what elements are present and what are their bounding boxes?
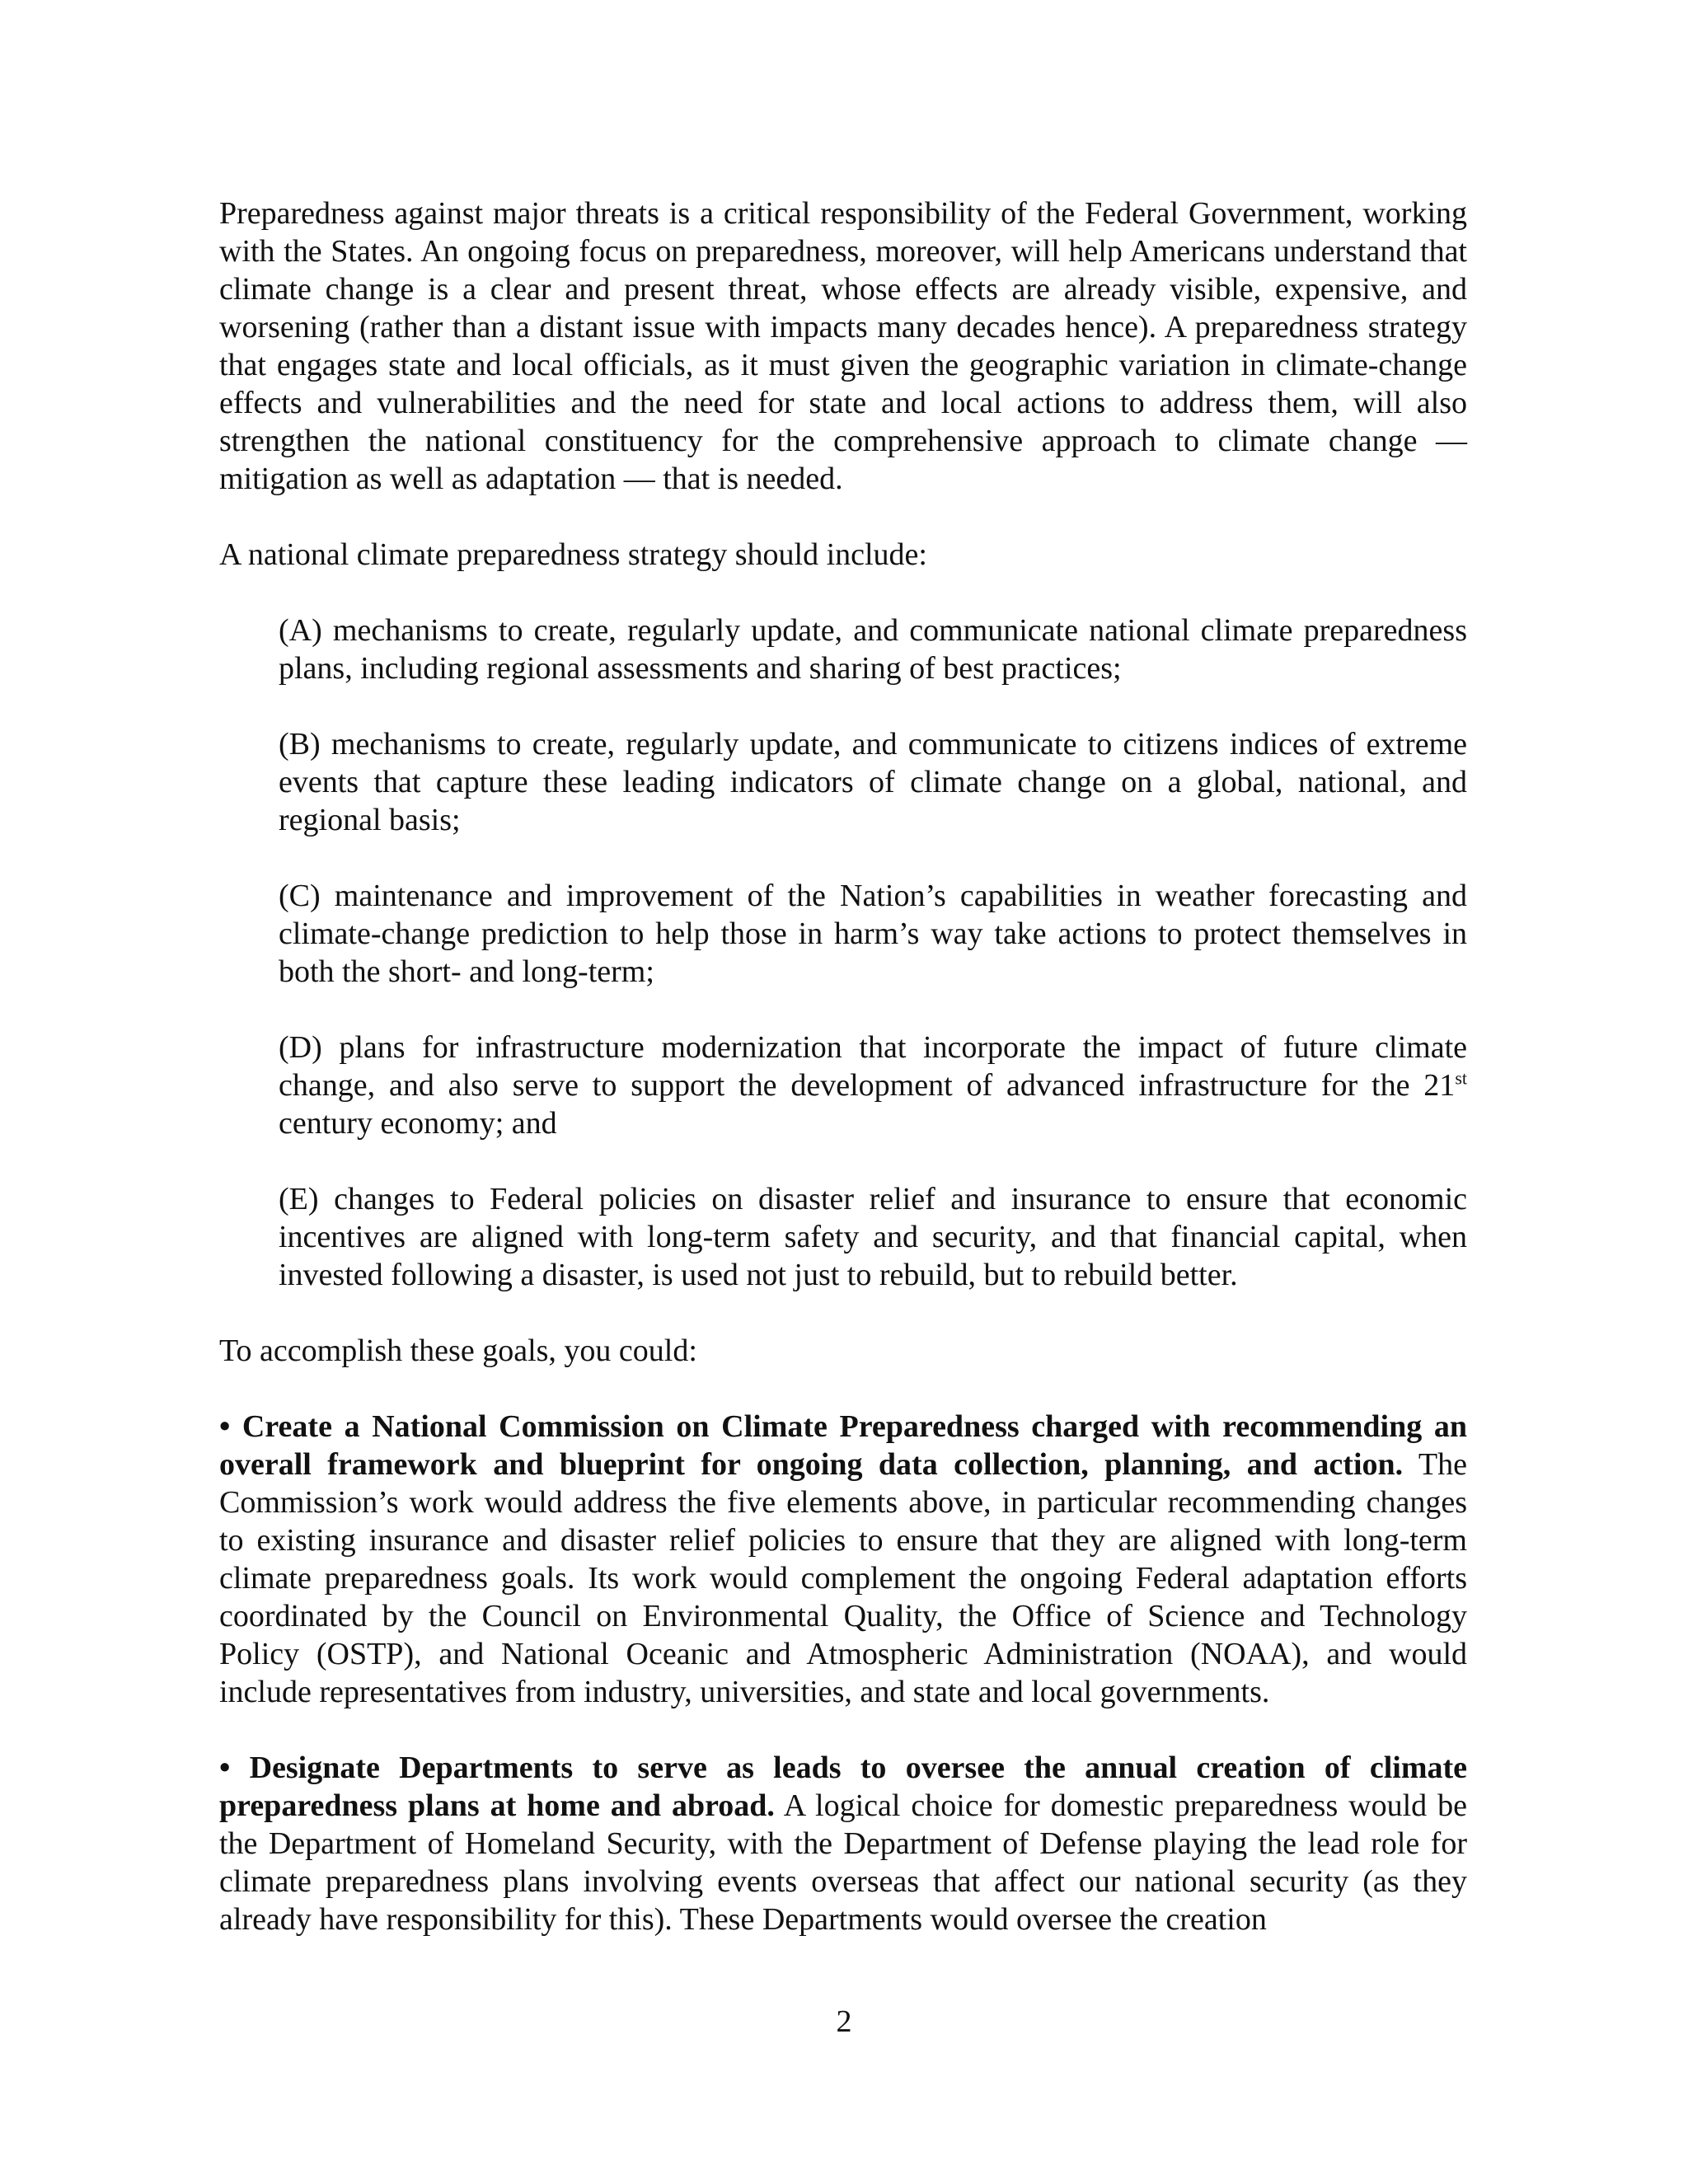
goals-lead-paragraph: To accomplish these goals, you could: xyxy=(219,1333,697,1368)
strategy-lead-paragraph: A national climate preparedness strategy should include: xyxy=(219,537,927,572)
list-item-b: (B) mechanisms to create, regularly update, and communicate to citizens indices of extreme events that capture these leading indicators of climate change on a global, national, and regional basis; xyxy=(279,727,1467,837)
superscript-st: st xyxy=(1455,1067,1467,1089)
recommendation-commission xyxy=(219,1408,1467,1711)
list-item-d-text-end: century economy; and xyxy=(279,1106,557,1141)
recommendation-departments-heading: • Designate Departments to serve as leads to oversee the annual creation of climate preparedness plans at home and abroad. xyxy=(219,1750,1467,1823)
list-item-c: (C) maintenance and improvement of the Nation’s capabilities in weather forecasting and climate-change prediction to help those in harm’s way take actions to protect themselves in both the short- and long-term; xyxy=(279,879,1467,989)
recommendation-departments-text: A logical choice for domestic preparedness would be the Department of Homeland Security, with the Department of Defense playing the lead role for climate preparedness plans involving events overseas that affect our national security (as they already have responsibility for this). These Departments would oversee the creation xyxy=(219,1788,1467,1937)
document-body xyxy=(219,194,1467,1938)
list-item-a: (A) mechanisms to create, regularly update, and communicate national climate preparedness plans, including regional assessments and sharing of best practices; xyxy=(279,613,1467,686)
list-item-d-text: (D) plans for infrastructure modernization that incorporate the impact of future climate change, and also serve to support the development of advanced infrastructure for the 21 xyxy=(279,1030,1467,1103)
intro-paragraph: Preparedness against major threats is a critical responsibility of the Federal Government, working with the States. An ongoing focus on preparedness, moreover, will help Americans understand that climate change is a clear and present threat, whose effects are already visible, expensive, and worsening (rather than a distant issue with impacts many decades hence). A preparedness strategy that engages state and local officials, as it must given the geographic variation in climate-change effects and vulnerabilities and the need for state and local actions to address them, will also strengthen the national constituency for the comprehensive approach to climate change — mitigation as well as adaptation — that is needed. xyxy=(219,196,1467,496)
recommendation-commission-text: The Commission’s work would address the five elements above, in particular recommending changes to existing insurance and disaster relief policies to ensure that they are aligned with long-term climate preparedness goals. Its work would complement the ongoing Federal adaptation efforts coordinated by the Council on Environmental Quality, the Office of Science and Technology Policy (OSTP), and National Oceanic and Atmospheric Administration (NOAA), and would include representatives from industry, universities, and state and local governments. xyxy=(219,1447,1467,1709)
list-item-e: (E) changes to Federal policies on disaster relief and insurance to ensure that economic incentives are aligned with long-term safety and security, and that financial capital, when invested following a disaster, is used not just to rebuild, but to rebuild better. xyxy=(279,1182,1467,1292)
recommendation-departments xyxy=(219,1749,1467,1938)
list-item-d xyxy=(279,1029,1467,1142)
recommendation-commission-heading: • Create a National Commission on Climate Preparedness charged with recommending an overall framework and blueprint for ongoing data collection, planning, and action. xyxy=(219,1409,1467,1482)
page-number: 2 xyxy=(836,2004,852,2039)
